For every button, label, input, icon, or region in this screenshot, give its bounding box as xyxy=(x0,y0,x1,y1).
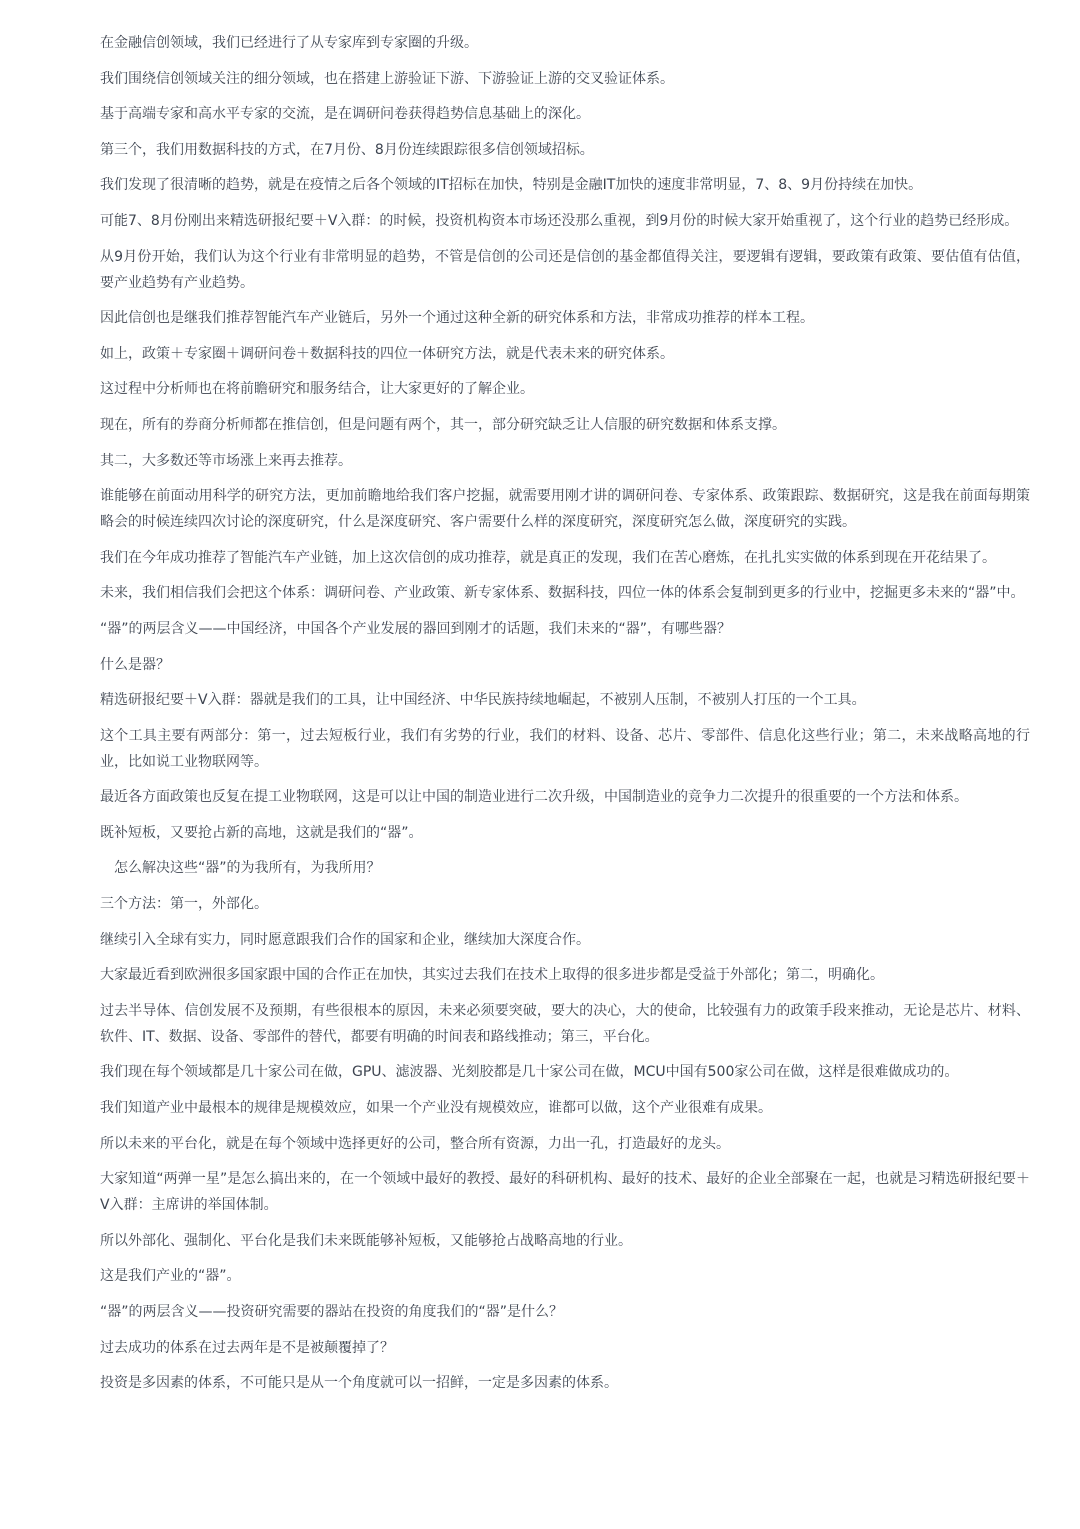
paragraph-23: 三个方法：第一，外部化。 xyxy=(100,896,268,913)
paragraph-4: 第三个，我们用数据科技的方式，在7月份、8月份连续跟踪很多信创领域招标。 xyxy=(100,141,594,158)
article-body xyxy=(100,30,1030,1406)
paragraph-30: 大家知道“两弹一星”是怎么搞出来的，在一个领域中最好的教授、最好的科研机构、最好的技术、最好的企业全部聚在一起，也就是习精选研报纪要＋V入群：主席讲的举国体制。 xyxy=(100,1171,1030,1214)
paragraph-26: 过去半导体、信创发展不及预期，有些很根本的原因，未来必须要突破，要大的决心，大的使命，比较强有力的政策手段来推动，无论是芯片、材料、软件、IT、数据、设备、零部件的替代，都要有明确的时间表和路线推动；第三，平台化。 xyxy=(100,1002,1030,1045)
paragraph-3: 基于高端专家和高水平专家的交流，是在调研问卷获得趋势信息基础上的深化。 xyxy=(100,106,590,123)
paragraph-16: “器”的两层含义——中国经济，中国各个产业发展的器回到刚才的话题，我们未来的“器”，有哪些器？ xyxy=(100,620,732,637)
paragraph-13: 谁能够在前面动用科学的研究方法，更加前瞻地给我们客户挖掘，就需要用刚才讲的调研问卷、专家体系、政策跟踪、数据研究，这是我在前面每期策略会的时候连续四次讨论的深度研究，什么是深度研究、客户需要什么样的深度研究，深度研究怎么做，深度研究的实践。 xyxy=(100,488,1030,531)
paragraph-7: 从9月份开始，我们认为这个行业有非常明显的趋势，不管是信创的公司还是信创的基金都值得关注，要逻辑有逻辑，要政策有政策、要估值有估值，要产业趋势有产业趋势。 xyxy=(100,248,1030,291)
paragraph-5: 我们发现了很清晰的趋势，就是在疫情之后各个领域的IT招标在加快，特别是金融IT加快的速度非常明显，7、8、9月份持续在加快。 xyxy=(100,177,923,194)
paragraph-12: 其二，大多数还等市场涨上来再去推荐。 xyxy=(100,452,352,469)
paragraph-27: 我们现在每个领域都是几十家公司在做，GPU、滤波器、光刻胶都是几十家公司在做，MCU中国有500家公司在做，这样是很难做成功的。 xyxy=(100,1064,959,1081)
paragraph-35: 投资是多因素的体系，不可能只是从一个角度就可以一招鲜，一定是多因素的体系。 xyxy=(100,1375,618,1392)
paragraph-21: 既补短板，又要抢占新的高地，这就是我们的“器”。 xyxy=(100,824,423,841)
paragraph-9: 如上，政策＋专家圈＋调研问卷＋数据科技的四位一体研究方法，就是代表未来的研究体系。 xyxy=(100,345,674,362)
paragraph-32: 这是我们产业的“器”。 xyxy=(100,1268,241,1285)
paragraph-10: 这过程中分析师也在将前瞻研究和服务结合，让大家更好的了解企业。 xyxy=(100,381,534,398)
paragraph-33: “器”的两层含义——投资研究需要的器站在投资的角度我们的“器”是什么？ xyxy=(100,1304,564,1320)
paragraph-29: 所以未来的平台化，就是在每个领域中选择更好的公司，整合所有资源，力出一孔，打造最好的龙头。 xyxy=(100,1135,730,1152)
paragraph-6: 可能7、8月份刚出来精选研报纪要＋V入群：的时候，投资机构资本市场还没那么重视，到9月份的时候大家开始重视了，这个行业的趋势已经形成。 xyxy=(100,212,1019,229)
paragraph-8: 因此信创也是继我们推荐智能汽车产业链后，另外一个通过这种全新的研究体系和方法，非常成功推荐的样本工程。 xyxy=(100,310,814,327)
paragraph-17: 什么是器？ xyxy=(100,656,170,673)
paragraph-34: 过去成功的体系在过去两年是不是被颠覆掉了？ xyxy=(100,1339,394,1356)
paragraph-14: 我们在今年成功推荐了智能汽车产业链，加上这次信创的成功推荐，就是真正的发现，我们在苦心磨炼，在扎扎实实做的体系到现在开花结果了。 xyxy=(100,549,996,566)
paragraph-15: 未来，我们相信我们会把这个体系：调研问卷、产业政策、新专家体系、数据科技，四位一体的体系会复制到更多的行业中，挖掘更多未来的“器”中。 xyxy=(100,585,1025,602)
paragraph-25: 大家最近看到欧洲很多国家跟中国的合作正在加快，其实过去我们在技术上取得的很多进步都是受益于外部化；第二，明确化。 xyxy=(100,967,884,984)
paragraph-11: 现在，所有的券商分析师都在推信创，但是问题有两个，其一，部分研究缺乏让人信服的研究数据和体系支撑。 xyxy=(100,416,786,433)
paragraph-19: 这个工具主要有两部分：第一，过去短板行业，我们有劣势的行业，我们的材料、设备、芯片、零部件、信息化这些行业；第二，未来战略高地的行业，比如说工业物联网等。 xyxy=(100,727,1030,770)
paragraph-31: 所以外部化、强制化、平台化是我们未来既能够补短板，又能够抢占战略高地的行业。 xyxy=(100,1232,632,1249)
paragraph-18: 精选研报纪要＋V入群：器就是我们的工具，让中国经济、中华民族持续地崛起，不被别人压制，不被别人打压的一个工具。 xyxy=(100,692,866,709)
paragraph-22: 怎么解决这些“器”的为我所有，为我所用？ xyxy=(100,860,381,877)
paragraph-2: 我们围绕信创领域关注的细分领域，也在搭建上游验证下游、下游验证上游的交叉验证体系。 xyxy=(100,70,674,87)
paragraph-1: 在金融信创领域，我们已经进行了从专家库到专家圈的升级。 xyxy=(100,35,478,51)
paragraph-24: 继续引入全球有实力，同时愿意跟我们合作的国家和企业，继续加大深度合作。 xyxy=(100,931,590,948)
paragraph-28: 我们知道产业中最根本的规律是规模效应，如果一个产业没有规模效应，谁都可以做，这个产业很难有成果。 xyxy=(100,1100,772,1117)
paragraph-20: 最近各方面政策也反复在提工业物联网，这是可以让中国的制造业进行二次升级，中国制造业的竞争力二次提升的很重要的一个方法和体系。 xyxy=(100,789,968,806)
